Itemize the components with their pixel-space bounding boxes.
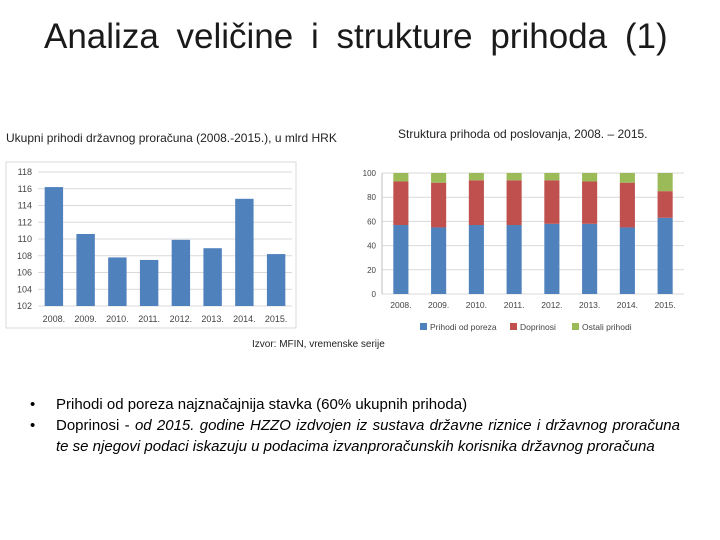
legend-swatch xyxy=(572,323,579,330)
y-tick-label: 20 xyxy=(367,265,376,275)
bar-segment xyxy=(582,173,597,181)
source-note: Izvor: MFIN, vremenske serije xyxy=(252,339,385,350)
bullet-text: od 2015. godine HZZO izdvojen iz sustava državne riznice i državnog proračuna te se njegovi podaci iskazuju u podacima izvanproračunskih korisnika državnog proračuna xyxy=(56,417,680,455)
bullet-item xyxy=(28,394,680,415)
x-tick-label: 2008. xyxy=(390,300,412,310)
y-tick-label: 116 xyxy=(17,183,32,194)
bar xyxy=(140,260,158,306)
bar-segment xyxy=(582,181,597,223)
chart-revenue-structure-title: Struktura prihoda od poslovanja, 2008. – 2015. xyxy=(398,127,648,141)
legend-swatch xyxy=(420,323,427,330)
y-tick-label: 108 xyxy=(16,250,32,261)
y-tick-label: 112 xyxy=(17,217,32,228)
x-tick-label: 2013. xyxy=(201,314,224,324)
x-tick-label: 2010. xyxy=(106,314,129,324)
bar-segment xyxy=(658,218,673,294)
x-tick-label: 2015. xyxy=(654,300,676,310)
legend-label: Prihodi od poreza xyxy=(430,322,497,332)
x-tick-label: 2008. xyxy=(42,314,66,324)
y-tick-label: 114 xyxy=(17,200,32,211)
bullet-marker: • xyxy=(30,396,36,413)
bar-segment xyxy=(469,173,484,180)
bar-segment xyxy=(658,191,673,218)
y-tick-label: 102 xyxy=(16,301,32,311)
x-tick-label: 2014. xyxy=(616,300,639,310)
bar-segment xyxy=(393,173,408,181)
x-tick-label: 2013. xyxy=(578,300,601,310)
chart-revenue-structure xyxy=(350,160,690,340)
x-tick-label: 2011. xyxy=(138,314,161,324)
y-tick-label: 100 xyxy=(362,169,376,178)
legend-label: Ostali prihodi xyxy=(582,322,632,332)
y-tick-label: 80 xyxy=(367,193,376,203)
x-tick-label: 2011. xyxy=(503,300,525,310)
bar-segment xyxy=(507,225,522,294)
y-tick-label: 60 xyxy=(367,217,376,227)
bar-segment xyxy=(469,225,484,294)
bar-segment xyxy=(431,227,446,294)
x-tick-label: 2012. xyxy=(541,300,563,310)
bar-segment xyxy=(658,173,673,191)
bar xyxy=(45,187,63,306)
chart-total-revenue xyxy=(0,160,300,330)
bullet-marker: • xyxy=(30,417,36,434)
bar-segment xyxy=(507,180,522,225)
y-tick-label: 118 xyxy=(17,167,32,177)
bar-segment xyxy=(544,180,559,224)
y-tick-label: 104 xyxy=(16,284,32,295)
bar xyxy=(203,248,221,306)
y-tick-label: 110 xyxy=(17,234,32,244)
bar-segment xyxy=(393,181,408,225)
x-tick-label: 2009. xyxy=(74,314,97,324)
bullet-item xyxy=(28,415,680,457)
x-tick-label: 2012. xyxy=(169,314,193,324)
bar xyxy=(172,240,190,306)
bar-segment xyxy=(620,173,635,183)
y-tick-label: 0 xyxy=(371,290,376,299)
bar xyxy=(235,199,253,306)
bar-segment xyxy=(582,224,597,294)
bar-segment xyxy=(620,183,635,228)
bar xyxy=(76,234,94,306)
bullet-list xyxy=(28,394,680,457)
y-tick-label: 40 xyxy=(367,241,376,251)
y-tick-label: 106 xyxy=(16,267,32,278)
legend-swatch xyxy=(510,323,517,330)
bar-segment xyxy=(469,180,484,225)
bar-segment xyxy=(620,227,635,294)
bar-segment xyxy=(431,183,446,228)
bar-segment xyxy=(544,173,559,180)
slide-title: Analiza veličine i strukture prihoda (1) xyxy=(44,17,668,56)
bar-segment xyxy=(544,224,559,294)
bar-segment xyxy=(393,225,408,294)
x-tick-label: 2014. xyxy=(233,314,256,324)
bullet-text: Prihodi od poreza najznačajnija stavka (60% ukupnih prihoda) xyxy=(56,396,468,413)
x-tick-label: 2010. xyxy=(465,300,488,310)
bar-segment xyxy=(431,173,446,183)
legend-label: Doprinosi xyxy=(520,322,556,332)
x-tick-label: 2009. xyxy=(427,300,450,310)
bar xyxy=(267,254,285,306)
bullet-lead: Doprinosi - xyxy=(56,417,135,434)
bar xyxy=(108,257,126,306)
bar-segment xyxy=(507,173,522,180)
chart-total-revenue-title: Ukupni prihodi državnog proračuna (2008.-2015.), u mlrd HRK xyxy=(6,131,337,145)
x-tick-label: 2015. xyxy=(264,314,288,324)
